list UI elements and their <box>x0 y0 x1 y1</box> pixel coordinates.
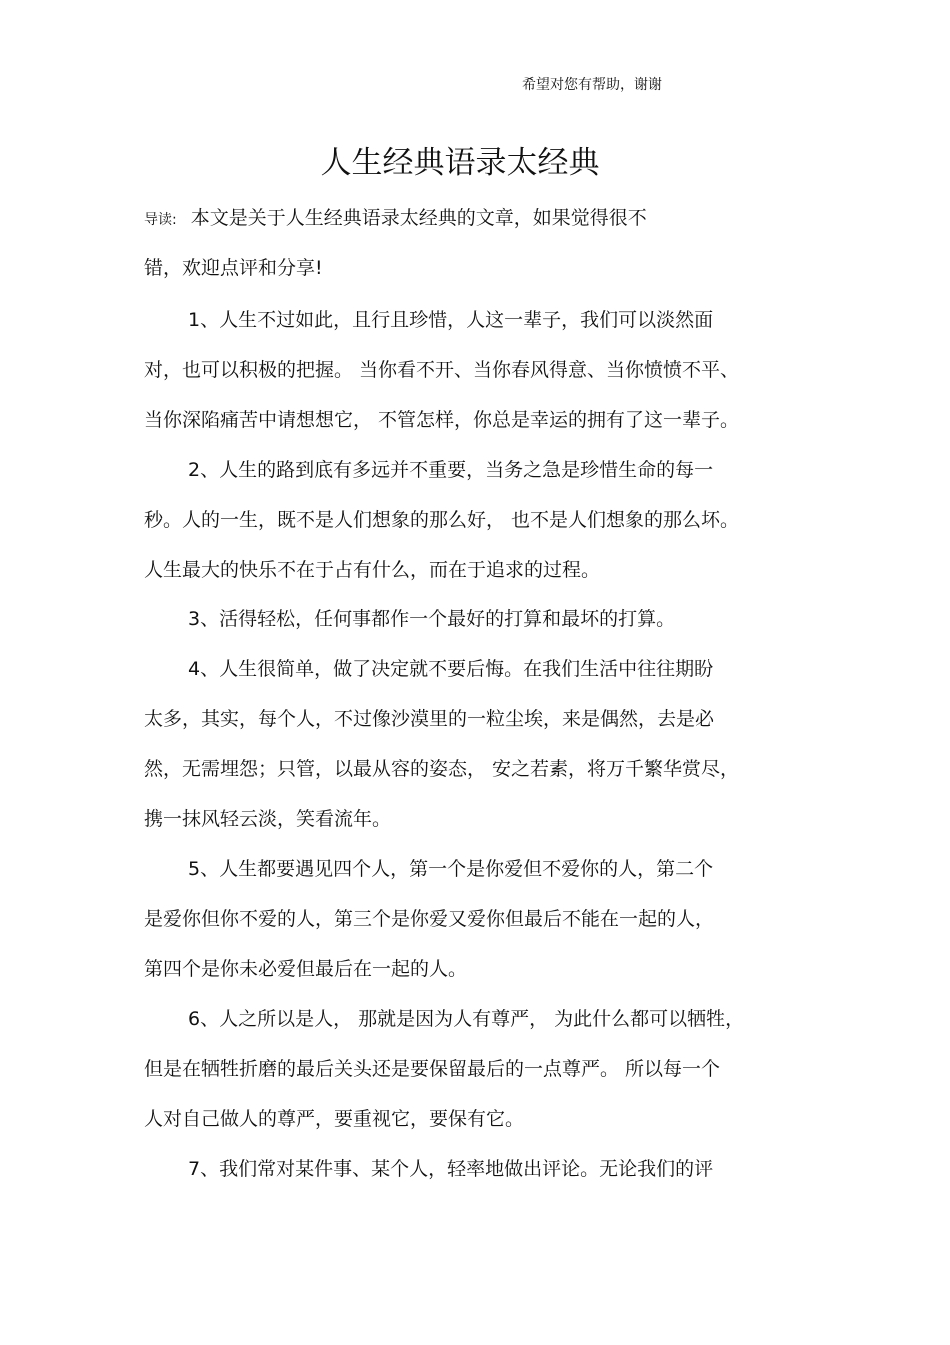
paragraph-line: 然，无需埋怨；只管，以最从容的姿态， 安之若素，将万千繁华赏尽， <box>144 758 740 780</box>
paragraph-line: 5、人生都要遇见四个人，第一个是你爱但不爱你的人，第二个 <box>188 858 714 880</box>
paragraph-line: 当你深陷痛苦中请想想它， 不管怎样，你总是幸运的拥有了这一辈子。 <box>144 409 740 431</box>
paragraph-line: 7、我们常对某件事、某个人，轻率地做出评论。无论我们的评 <box>188 1158 714 1180</box>
intro-line <box>144 205 647 233</box>
paragraph-line: 6、人之所以是人， 那就是因为人有尊严， 为此什么都可以牺牲， <box>188 1008 745 1030</box>
page-title: 人生经典语录太经典 <box>320 145 600 181</box>
paragraph-line: 人对自己做人的尊严，要重视它，要保有它。 <box>144 1108 525 1130</box>
paragraph-line: 第四个是你未必爱但最后在一起的人。 <box>144 958 468 980</box>
intro-label: 导读: <box>144 212 177 228</box>
intro-line: 错，欢迎点评和分享! <box>144 257 323 279</box>
paragraph-line: 携一抹风轻云淡，笑看流年。 <box>144 808 392 830</box>
paragraph-line: 4、人生很简单，做了决定就不要后悔。在我们生活中往往期盼 <box>188 658 714 680</box>
paragraph-line: 太多，其实，每个人，不过像沙漠里的一粒尘埃，来是偶然，去是必 <box>144 708 715 730</box>
paragraph-line: 对，也可以积极的把握。 当你看不开、当你春风得意、当你愤愤不平、 <box>144 359 740 381</box>
paragraph-line: 2、人生的路到底有多远并不重要，当务之急是珍惜生命的每一 <box>188 459 714 481</box>
header-note: 希望对您有帮助，谢谢 <box>522 77 662 93</box>
intro-text: 本文是关于人生经典语录太经典的文章，如果觉得很不 <box>190 207 647 229</box>
paragraph-line: 3、活得轻松，任何事都作一个最好的打算和最坏的打算。 <box>188 608 676 630</box>
paragraph-line: 但是在牺牲折磨的最后关头还是要保留最后的一点尊严。 所以每一个 <box>144 1058 721 1080</box>
paragraph-line: 是爱你但你不爱的人，第三个是你爱又爱你但最后不能在一起的人， <box>144 908 715 930</box>
paragraph-line: 秒。人的一生，既不是人们想象的那么好， 也不是人们想象的那么坏。 <box>144 509 740 531</box>
paragraph-line: 人生最大的快乐不在于占有什么，而在于追求的过程。 <box>144 559 601 581</box>
paragraph-line: 1、人生不过如此，且行且珍惜，人这一辈子，我们可以淡然面 <box>188 309 714 331</box>
